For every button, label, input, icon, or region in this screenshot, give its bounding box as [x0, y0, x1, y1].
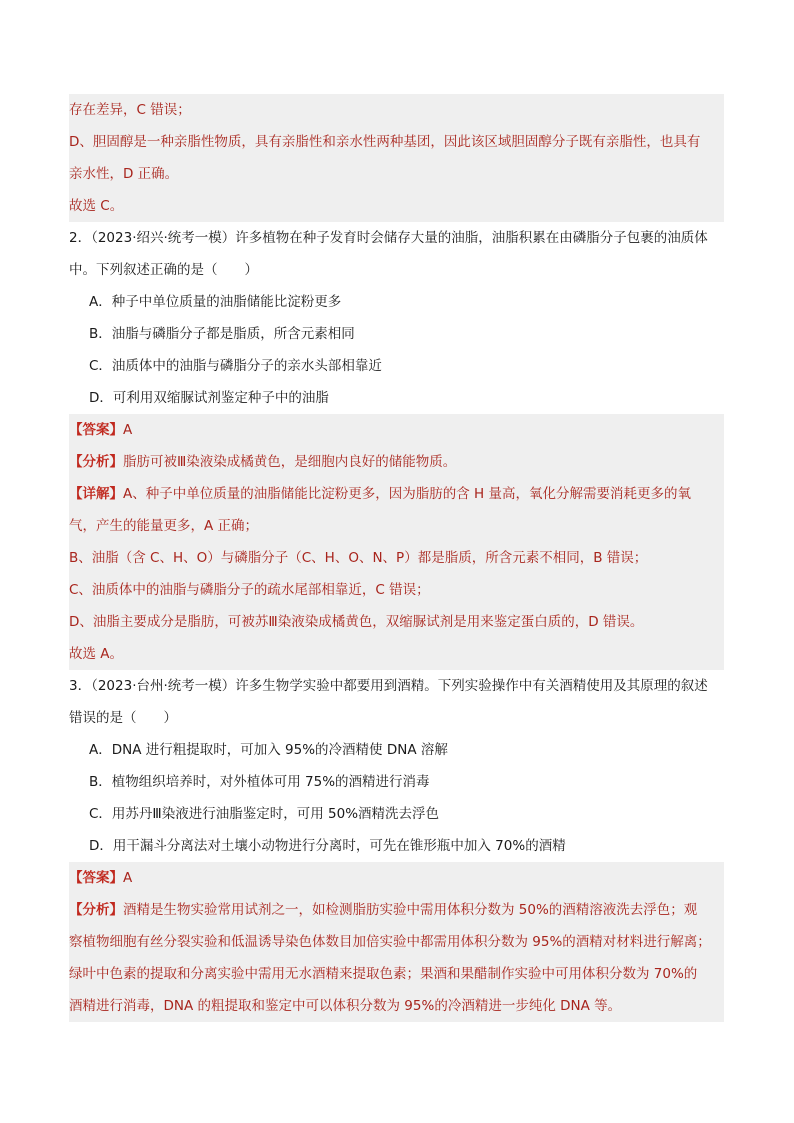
- document-page: [69, 94, 724, 1022]
- analysis-tag: 【分析】: [69, 454, 123, 470]
- question-3: [69, 670, 724, 862]
- option-b: B．油脂与磷脂分子都是脂质，所含元素相同: [89, 326, 355, 342]
- question-2-solution: [69, 414, 724, 670]
- option-d: D．可利用双缩脲试剂鉴定种子中的油脂: [89, 390, 329, 406]
- question-3-solution: [69, 862, 724, 1022]
- analysis-text: 脂肪可被Ⅲ染液染成橘黄色，是细胞内良好的储能物质。: [123, 454, 457, 470]
- detail-line: 气，产生的能量更多，A 正确；: [69, 518, 259, 534]
- text-line: D、胆固醇是一种亲脂性物质，具有亲脂性和亲水性两种基团，因此该区域胆固醇分子既有亲脂性，也具有: [69, 134, 701, 150]
- analysis-line: 察植物细胞有丝分裂实验和低温诱导染色体数目加倍实验中都需用体积分数为 95%的酒精对材料进行解离；: [69, 934, 711, 950]
- question-stem: 2．（2023·绍兴·统考一模）许多植物在种子发育时会储存大量的油脂，油脂积累在由磷脂分子包裹的油质体: [69, 230, 708, 246]
- analysis-tag: 【分析】: [69, 902, 123, 918]
- answer-tag: 【答案】: [69, 870, 123, 886]
- answer-line: [69, 862, 724, 894]
- detail-tag: 【详解】: [69, 486, 123, 502]
- analysis-line: 绿叶中色素的提取和分离实验中需用无水酒精来提取色素；果酒和果醋制作实验中可用体积分数为 70%的: [69, 966, 698, 982]
- question-stem: 中。下列叙述正确的是（ ）: [69, 262, 258, 278]
- analysis-line: [69, 894, 724, 926]
- detail-line: D、油脂主要成分是脂肪，可被苏Ⅲ染液染成橘黄色，双缩脲试剂是用来鉴定蛋白质的，D 错误。: [69, 614, 644, 630]
- option-c: C．用苏丹Ⅲ染液进行油脂鉴定时，可用 50%酒精洗去浮色: [89, 806, 440, 822]
- previous-question-explanation: [69, 94, 724, 222]
- question-2: [69, 222, 724, 414]
- question-stem: 3．（2023·台州·统考一模）许多生物学实验中都要用到酒精。下列实验操作中有关酒精使用及其原理的叙述: [69, 678, 708, 694]
- option-a: A．种子中单位质量的油脂储能比淀粉更多: [89, 294, 342, 310]
- answer-tag: 【答案】: [69, 422, 123, 438]
- answer-value: A: [123, 870, 133, 886]
- analysis-line: 酒精进行消毒，DNA 的粗提取和鉴定中可以体积分数为 95%的冷酒精进一步纯化 DNA 等。: [69, 998, 622, 1014]
- detail-line: C、油质体中的油脂与磷脂分子的疏水尾部相靠近，C 错误；: [69, 582, 430, 598]
- detail-text: A、种子中单位质量的油脂储能比淀粉更多，因为脂肪的含 H 量高，氧化分解需要消耗更多的氧: [123, 486, 691, 502]
- question-stem: 错误的是（ ）: [69, 710, 177, 726]
- answer-value: A: [123, 422, 133, 438]
- option-a: A．DNA 进行粗提取时，可加入 95%的冷酒精使 DNA 溶解: [89, 742, 448, 758]
- text-line: 存在差异，C 错误；: [69, 102, 191, 118]
- answer-line: [69, 414, 724, 446]
- analysis-text: 酒精是生物实验常用试剂之一，如检测脂肪实验中需用体积分数为 50%的酒精溶液洗去浮色；观: [123, 902, 698, 918]
- detail-line: 故选 A。: [69, 646, 124, 662]
- text-line: 亲水性，D 正确。: [69, 166, 179, 182]
- option-d: D．用干漏斗分离法对土壤小动物进行分离时，可先在锥形瓶中加入 70%的酒精: [89, 838, 566, 854]
- text-line: 故选 C。: [69, 198, 124, 214]
- option-b: B．植物组织培养时，对外植体可用 75%的酒精进行消毒: [89, 774, 430, 790]
- detail-line: [69, 478, 724, 510]
- option-c: C．油质体中的油脂与磷脂分子的亲水头部相靠近: [89, 358, 382, 374]
- analysis-line: [69, 446, 724, 478]
- detail-line: B、油脂（含 C、H、O）与磷脂分子（C、H、O、N、P）都是脂质，所含元素不相同，B 错误；: [69, 550, 648, 566]
